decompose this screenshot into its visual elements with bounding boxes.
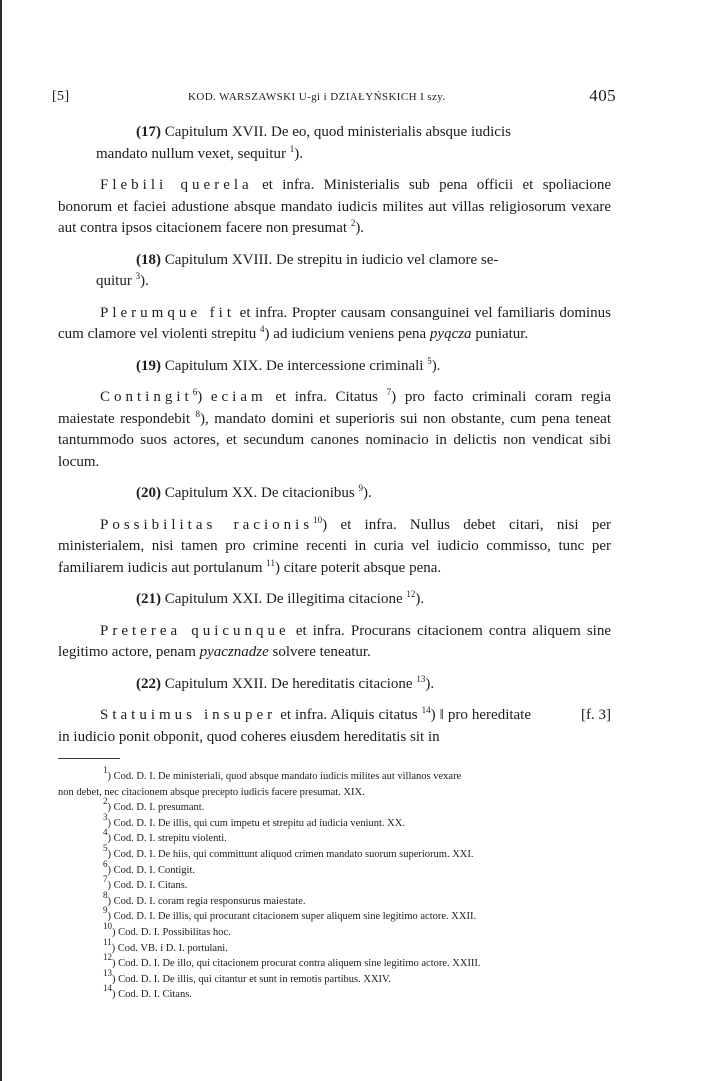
page-number: 405 (589, 86, 616, 105)
footnote: $^7$) Cod. D. I. Citans. (103, 874, 188, 892)
header-title: KOD. WARSZAWSKI U-gi i DZIAŁYŃSKICH I szy. (188, 91, 446, 103)
footnote: $^2$) Cod. D. I. presumant. (103, 796, 205, 814)
footnote: $^5$) Cod. D. I. De hiis, qui committunt aliquod crimen mandato suorum superiorum. XXI. (103, 842, 474, 860)
footnote-divider (58, 758, 120, 759)
running-header (52, 86, 616, 108)
footnote: $^1$) Cod. D. I. De ministeriali, quod absque mandato iudicis milites aut villanos vexare (103, 765, 462, 782)
chapter-heading: (17) Capitulum XVII. De eo, quod ministerialis absque iudicis mandato nullum vexet, sequitur $^1$). (96, 124, 511, 162)
chapter-text: Plerumque fit et infra. Propter causam consanguinei vel familiaris dominus cum clamore vel violenti strepitu $^4$) ad iudicium veniens pena pyącza puniatur. (58, 304, 612, 342)
chapter-heading: (18) Capitulum XVIII. De strepitu in iudicio vel clamore se- quitur $^3$). (96, 251, 499, 289)
chapter-text: Contingit$^6$) eciam et infra. Citatus $^7$) pro facto criminali coram regia maiestate respondebit $^8$), mandato domini et superioris sui non obstante, cum pena teneat tantummodo suos actores, et secundum canones nominacio in delictis non vendicat sibi locum. (58, 387, 612, 470)
footnote: $^6$) Cod. D. I. Contigit. (103, 858, 196, 876)
page (52, 86, 616, 1003)
footnote: $^8$) Cod. D. I. coram regia responsurus maiestate. (103, 889, 306, 907)
footnote: $^{12}$) Cod. D. I. De illo, qui citacionem procurat contra aliquem sine legitimo actore. XXIII. (103, 952, 481, 970)
footnote: $^{13}$) Cod. D. I. De illis, qui citantur et sunt in remotis partibus. XXIV. (103, 967, 391, 985)
chapter-text: Preterea quicunque et infra. Procurans citacionem contra aliquem sine legitimo actore, penam pyacznadze solvere teneatur. (58, 622, 611, 660)
footnote: $^9$) Cod. D. I. De illis, qui procurant citacionem super aliquem sine legitimo actore. XXII. (103, 905, 477, 923)
chapter-heading: (21) Capitulum XXI. De illegitima citacione $^{12}$). (136, 589, 425, 607)
chapter-text: Possibilitas racionis$^{10}$) et infra. Nullus debet citari, nisi per ministerialem, nisi tamen pro crimine recenti in curia vel iudicio commisso, tunc per familiarem iudicis aut portulanum $^{11}$) citare poterit absque pena. (58, 514, 611, 576)
footnote-continuation: non debet, nec citacionem absque precepto iudicis facere presumat. XIX. (58, 786, 365, 798)
chapter-heading: (20) Capitulum XX. De citacionibus $^9$). (136, 483, 372, 501)
footnote: $^{14}$) Cod. D. I. Citans. (103, 983, 192, 1001)
footnote: $^{10}$) Cod. D. I. Possibilitas hoc. (103, 920, 231, 938)
chapter-text: [f. 3] Statuimus insuper et infra. Aliquis citatus $^{14}$) ‖ pro hereditate in iudicio ponit obponit, quod coheres eiusdem hereditatis sit in (58, 705, 611, 745)
footnote: $^3$) Cod. D. I. De illis, qui cum impetu et strepitu ad iudicia veniunt. XX. (103, 811, 405, 829)
folio-margin-note: [f. 3] (581, 707, 611, 723)
chapter-heading: (22) Capitulum XXII. De hereditatis citacione $^{13}$). (136, 673, 435, 692)
page-edge-line (0, 0, 2, 1081)
chapter-text: Flebili querela et infra. Ministerialis sub pena officii et spoliacione bonorum et faciei adustione absque mandato iudicis milites aut villas religiosorum vexare aut contra ipsos citacionem facere non presumat $^2$). (58, 177, 612, 236)
footnote: $^{11}$) Cod. VB. i D. I. portulani. (103, 936, 228, 954)
header-section-mark: [5] (52, 89, 70, 104)
footnotes (58, 765, 611, 1003)
footnote: $^4$) Cod. D. I. strepitu violenti. (103, 827, 227, 845)
main-text (58, 122, 611, 748)
chapter-heading: (19) Capitulum XIX. De intercessione criminali $^5$). (136, 355, 441, 374)
